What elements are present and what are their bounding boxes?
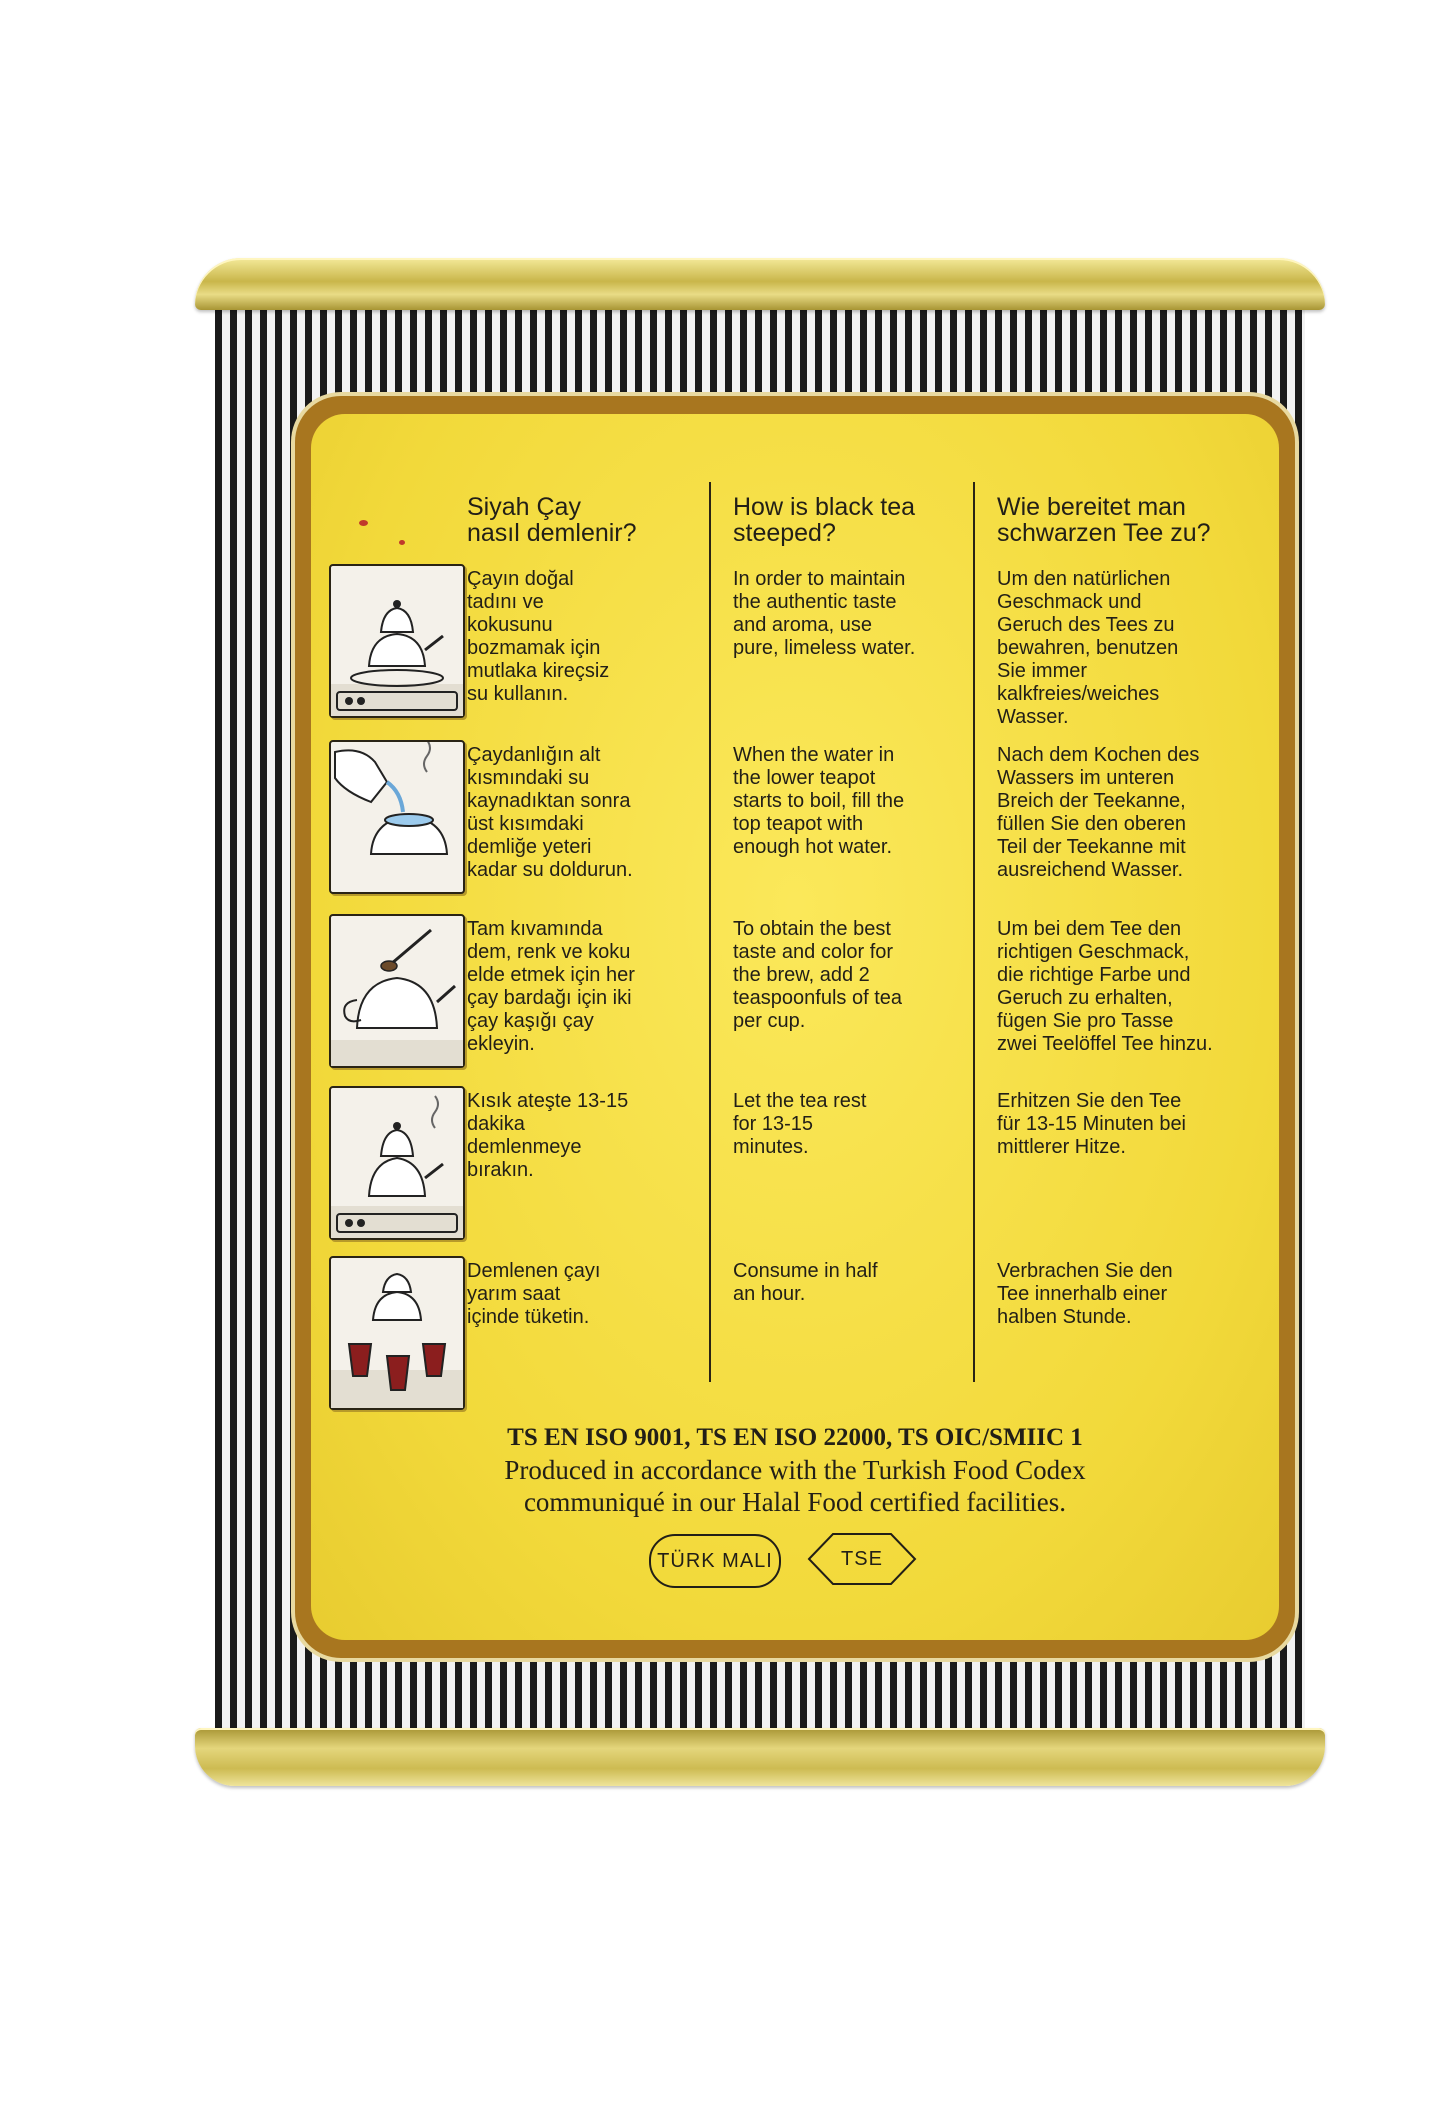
step-1-english: In order to maintain the authentic taste and aroma, use pure, limeless water. bbox=[733, 568, 916, 659]
step-5-turkish: Demlenen çayı yarım saat içinde tüketin. bbox=[467, 1260, 601, 1328]
label-frame bbox=[295, 396, 1295, 1658]
step-1-turkish: Çayın doğal tadını ve kokusunu bozmamak için mutlaka kireçsiz su kullanın. bbox=[467, 568, 610, 705]
certification-statement: Produced in accordance with the Turkish Food Codex communiqué in our Halal Food certified facilities. bbox=[504, 1455, 1086, 1517]
column-divider bbox=[709, 482, 711, 1382]
step-3-english: To obtain the best taste and color for the brew, add 2 teaspoonfuls of tea per cup. bbox=[733, 918, 903, 1032]
red-speck bbox=[399, 540, 405, 545]
column-divider bbox=[973, 482, 975, 1382]
tin-lid-rim bbox=[195, 258, 1325, 310]
step-4-german: Erhitzen Sie den Tee für 13-15 Minuten bei mittlerer Hitze. bbox=[997, 1090, 1187, 1158]
pouring-water-icon bbox=[329, 740, 465, 894]
heading-german: Wie bereitet man schwarzen Tee zu? bbox=[997, 493, 1211, 547]
teapot-on-stove-icon bbox=[329, 564, 465, 718]
turk-mali-logo bbox=[649, 1534, 781, 1588]
step-4-english: Let the tea rest for 13-15 minutes. bbox=[733, 1090, 867, 1158]
step-3-turkish: Tam kıvamında dem, renk ve koku elde etmek için her çay bardağı için iki çay kaşığı çay ekleyin. bbox=[467, 918, 635, 1055]
heading-english: How is black tea steeped? bbox=[733, 493, 916, 547]
step-3-german: Um bei dem Tee den richtigen Geschmack, die richtige Farbe und Geruch zu erhalten, fügen Sie pro Tasse zwei Teelöffel Tee hinzu. bbox=[997, 918, 1213, 1055]
teapot-simmer-icon bbox=[329, 1086, 465, 1240]
instruction-label bbox=[311, 414, 1279, 1640]
step-5-german: Verbrachen Sie den Tee innerhalb einer halben Stunde. bbox=[997, 1260, 1173, 1328]
step-5-english: Consume in half an hour. bbox=[733, 1260, 878, 1305]
tse-logo bbox=[807, 1532, 917, 1586]
step-4-turkish: Kısık ateşte 13-15 dakika demlenmeye bırakın. bbox=[467, 1090, 629, 1181]
step-1-german: Um den natürlichen Geschmack und Geruch des Tees zu bewahren, benutzen Sie immer kalkfreies/weiches Wasser. bbox=[997, 568, 1179, 728]
step-2-turkish: Çaydanlığın alt kısmındaki su kaynadıktan sonra üst kısımdaki demliğe yeteri kadar su doldurun. bbox=[467, 744, 633, 881]
red-speck bbox=[359, 520, 368, 526]
turk-mali-text: TÜRK MALI bbox=[657, 1549, 773, 1572]
heading-turkish: Siyah Çay nasıl demlenir? bbox=[467, 493, 637, 547]
step-2-english: When the water in the lower teapot starts to boil, fill the top teapot with enough hot water. bbox=[733, 744, 905, 858]
tin-base-rim bbox=[195, 1728, 1325, 1786]
step-2-german: Nach dem Kochen des Wassers im unteren Breich der Teekanne, füllen Sie den oberen Teil der Teekanne mit ausreichend Wasser. bbox=[997, 744, 1200, 881]
tea-glasses-icon bbox=[329, 1256, 465, 1410]
tse-text: TSE bbox=[841, 1547, 883, 1570]
tea-tin bbox=[195, 258, 1325, 1786]
spoon-into-teapot-icon bbox=[329, 914, 465, 1068]
certification-standards: TS EN ISO 9001, TS EN ISO 22000, TS OIC/SMIIC 1 bbox=[507, 1424, 1083, 1451]
